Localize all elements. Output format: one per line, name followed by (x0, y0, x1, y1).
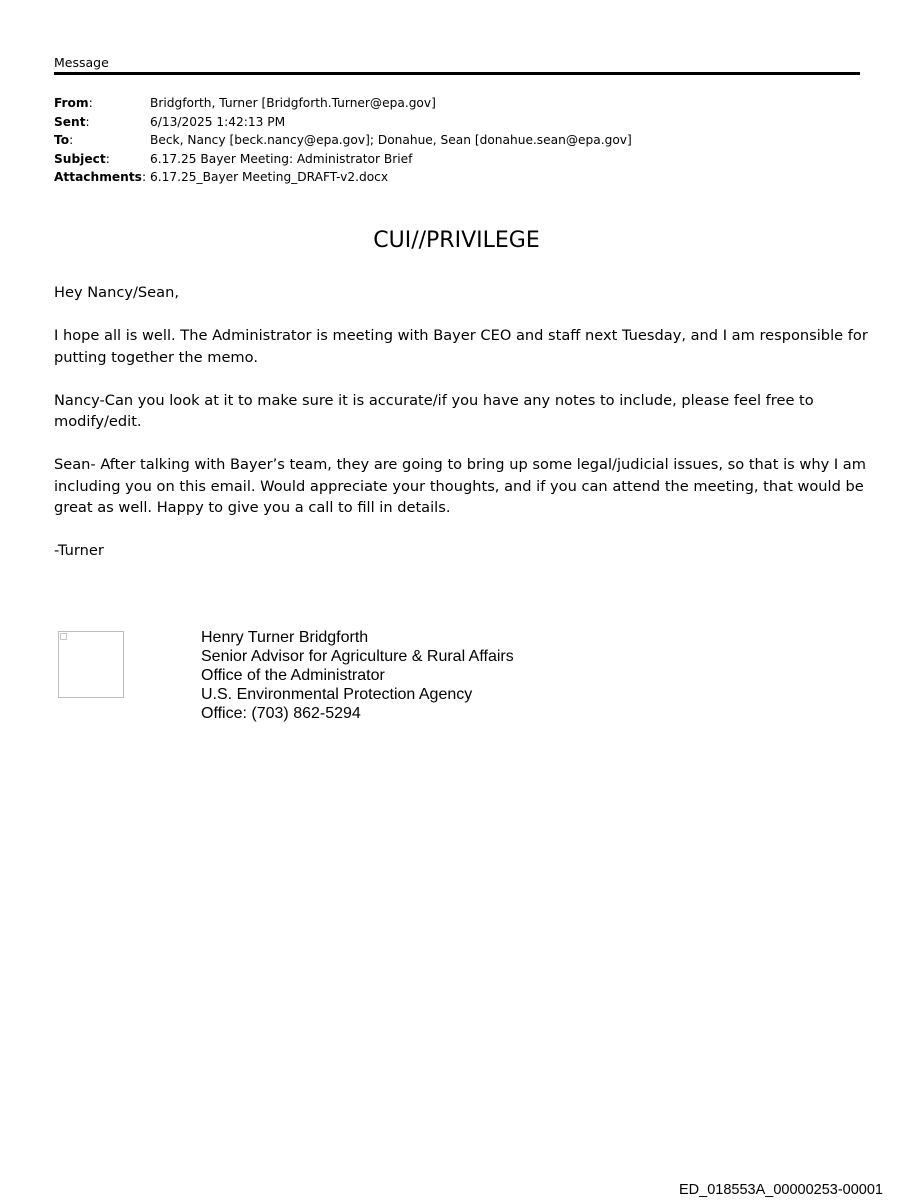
email-metadata (54, 94, 632, 187)
signature-phone: Office: (703) 862-5294 (201, 705, 361, 722)
meta-row-subject: Subject: 6.17.25 Bayer Meeting: Administrator Brief (54, 151, 413, 166)
meta-row-sent: Sent: 6/13/2025 1:42:13 PM (54, 114, 286, 129)
to-label: To (54, 133, 70, 148)
message-label: Message (54, 55, 109, 70)
signature-block (201, 628, 514, 723)
bates-number: ED_018553A_00000253-00001 (679, 1182, 883, 1198)
signature-office: Office of the Administrator (201, 667, 385, 684)
body-paragraph-2: Nancy-Can you look at it to make sure it is accurate/if you have any notes to include, please feel free to modify/edit. (54, 391, 814, 430)
signature-name: Henry Turner Bridgforth (201, 629, 369, 646)
body-paragraph-3: Sean- After talking with Bayer’s team, they are going to bring up some legal/judicial issues, so that is why I am including you on this email. Would appreciate your thoughts, and if you can attend the meeting, that would be great as well. Happy to give you a call to fill in details. (54, 456, 866, 516)
attachments-value: 6.17.25_Bayer Meeting_DRAFT-v2.docx (150, 170, 389, 185)
from-value: Bridgforth, Turner [Bridgforth.Turner@epa.gov] (150, 96, 436, 111)
meta-row-from: From: Bridgforth, Turner [Bridgforth.Turner@epa.gov] (54, 96, 436, 111)
to-value: Beck, Nancy [beck.nancy@epa.gov]; Donahue, Sean [donahue.sean@epa.gov] (150, 133, 632, 148)
from-label: From (54, 96, 89, 111)
classification-marking: CUI//PRIVILEGE (373, 228, 540, 253)
sent-value: 6/13/2025 1:42:13 PM (150, 114, 286, 129)
signature-agency: U.S. Environmental Protection Agency (201, 686, 473, 703)
signature-title: Senior Advisor for Agriculture & Rural Affairs (201, 648, 514, 665)
attachments-label: Attachments (54, 170, 142, 185)
signature-image-placeholder (58, 631, 124, 698)
email-body (54, 282, 874, 583)
body-paragraph-1: I hope all is well. The Administrator is meeting with Bayer CEO and staff next Tuesday, and I am responsible for putting together the memo. (54, 327, 868, 366)
meta-row-attachments: Attachments: 6.17.25_Bayer Meeting_DRAFT-v2.docx (54, 170, 389, 185)
subject-value: 6.17.25 Bayer Meeting: Administrator Brief (150, 151, 413, 166)
subject-label: Subject (54, 151, 106, 166)
greeting: Hey Nancy/Sean, (54, 284, 179, 301)
closing: -Turner (54, 542, 104, 559)
sent-label: Sent (54, 114, 86, 129)
header-divider (54, 72, 860, 75)
meta-row-to: To: Beck, Nancy [beck.nancy@epa.gov]; Donahue, Sean [donahue.sean@epa.gov] (54, 133, 632, 148)
